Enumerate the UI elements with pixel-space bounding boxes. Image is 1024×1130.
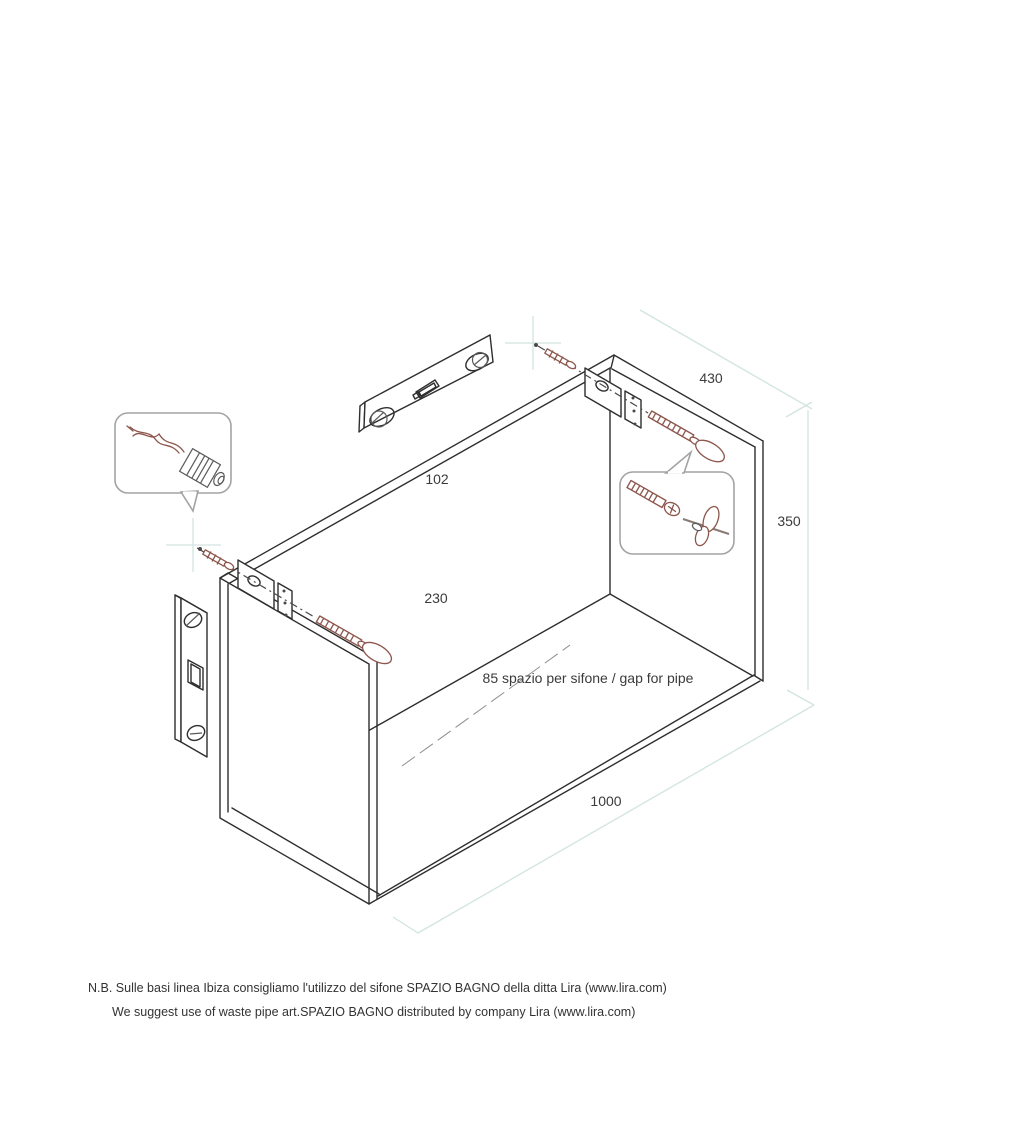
dim-depth: 430 bbox=[699, 370, 723, 386]
pilot-screw-top bbox=[545, 349, 577, 370]
dim-offset-bottom: 230 bbox=[424, 590, 448, 606]
drill-point-left bbox=[198, 547, 202, 551]
dim-offset-top: 102 bbox=[425, 471, 449, 487]
note-line-italian: N.B. Sulle basi linea Ibiza consigliamo l'utilizzo del sifone SPAZIO BAGNO della ditta Lira (www.lira.com) bbox=[88, 981, 667, 995]
pilot-screw-left bbox=[203, 550, 235, 571]
wall-rail-horizontal bbox=[359, 335, 493, 432]
footnotes bbox=[88, 981, 667, 1019]
drill-point-top bbox=[534, 343, 538, 347]
wall-rail-vertical bbox=[175, 595, 207, 757]
callout-bubble-left bbox=[115, 413, 231, 511]
cabinet-carcass bbox=[220, 355, 763, 904]
drill-crosshair-left bbox=[166, 518, 221, 572]
dim-width: 1000 bbox=[590, 793, 622, 809]
drill-crosshair-top bbox=[505, 316, 561, 370]
dim-height: 350 bbox=[777, 513, 801, 529]
note-line-english: We suggest use of waste pipe art.SPAZIO BAGNO distributed by company Lira (www.lira.com) bbox=[112, 1005, 636, 1019]
gap-label: 85 spazio per sifone / gap for pipe bbox=[482, 670, 694, 686]
